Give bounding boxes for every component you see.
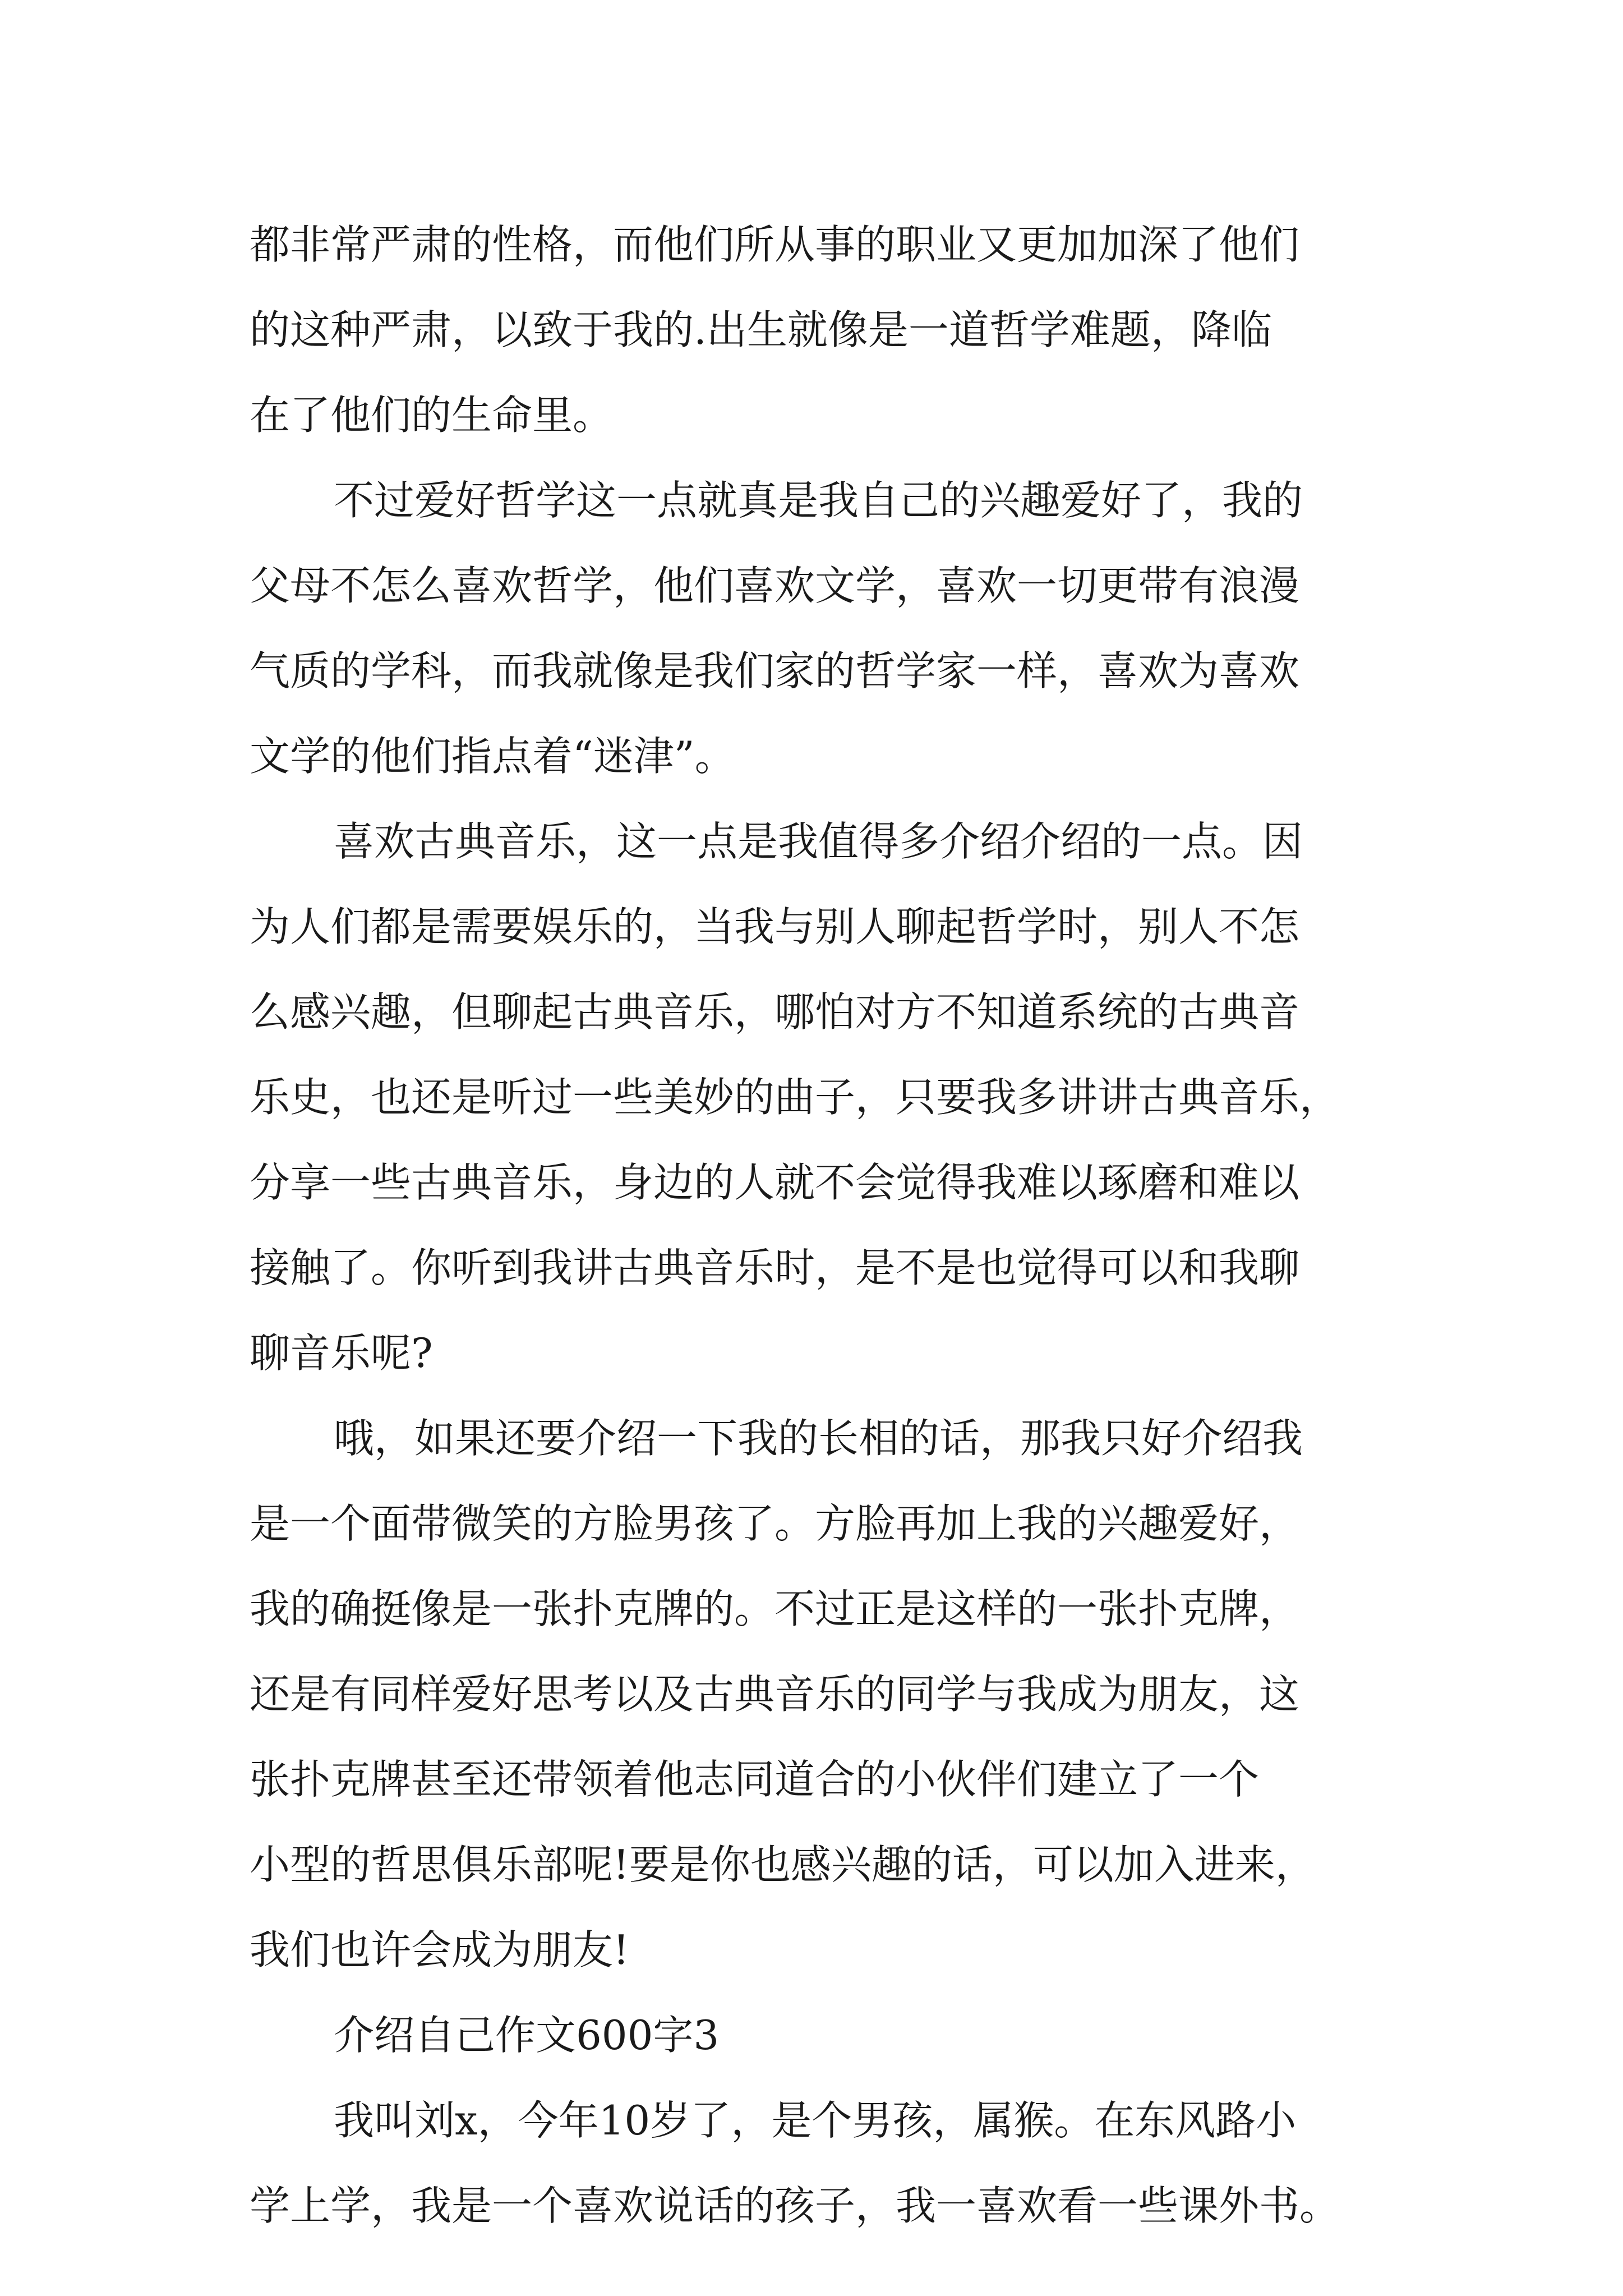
text-line: 聊音乐呢? [250, 1329, 433, 1377]
text-line: 为人们都是需要娱乐的，当我与别人聊起哲学时，别人不怎 [250, 903, 1300, 950]
paragraph-start: 哦，如果还要介绍一下我的长相的话，那我只好介绍我 [334, 1415, 1303, 1462]
text-line: 张扑克牌甚至还带领着他志同道合的小伙伴们建立了一个 [250, 1756, 1260, 1803]
text-line: 乐史，也还是听过一些美妙的曲子，只要我多讲讲古典音乐， [250, 1074, 1340, 1121]
text-line: 在了他们的生命里。 [250, 392, 614, 439]
text-line: 的这种严肃，以致于我的.出生就像是一道哲学难题，降临 [250, 306, 1272, 353]
section-heading: 介绍自己作文600字3 [334, 2012, 720, 2059]
text-line: 我的确挺像是一张扑克牌的。不过正是这样的一张扑克牌， [250, 1585, 1300, 1632]
text-line: 气质的学科，而我就像是我们家的哲学家一样，喜欢为喜欢 [250, 647, 1300, 694]
text-line: 父母不怎么喜欢哲学，他们喜欢文学，喜欢一切更带有浪漫 [250, 562, 1300, 609]
paragraph-start: 喜欢古典音乐，这一点是我值得多介绍介绍的一点。因 [334, 818, 1303, 865]
text-line: 都非常严肃的性格，而他们所从事的职业又更加加深了他们 [250, 221, 1300, 268]
text-line: 么感兴趣，但聊起古典音乐，哪怕对方不知道系统的古典音 [250, 988, 1300, 1036]
text-line: 小型的哲思俱乐部呢!要是你也感兴趣的话，可以加入进来， [250, 1841, 1316, 1888]
text-line: 接触了。你听到我讲古典音乐时，是不是也觉得可以和我聊 [250, 1244, 1300, 1291]
text-line: 学上学，我是一个喜欢说话的孩子，我一喜欢看一些课外书。 [250, 2182, 1340, 2229]
paragraph-start: 我叫刘x，今年10岁了，是个男孩，属猴。在东风路小 [334, 2097, 1297, 2144]
text-line: 是一个面带微笑的方脸男孩了。方脸再加上我的兴趣爱好， [250, 1500, 1300, 1547]
text-line: 我们也许会成为朋友! [250, 1926, 629, 1973]
text-line: 分享一些古典音乐，身边的人就不会觉得我难以琢磨和难以 [250, 1159, 1300, 1206]
text-line: 文学的他们指点着“迷津”。 [250, 733, 735, 780]
text-line: 还是有同样爱好思考以及古典音乐的同学与我成为朋友，这 [250, 1671, 1300, 1718]
paragraph-start: 不过爱好哲学这一点就真是我自己的兴趣爱好了，我的 [334, 477, 1303, 524]
essay-text [250, 202, 1388, 2248]
